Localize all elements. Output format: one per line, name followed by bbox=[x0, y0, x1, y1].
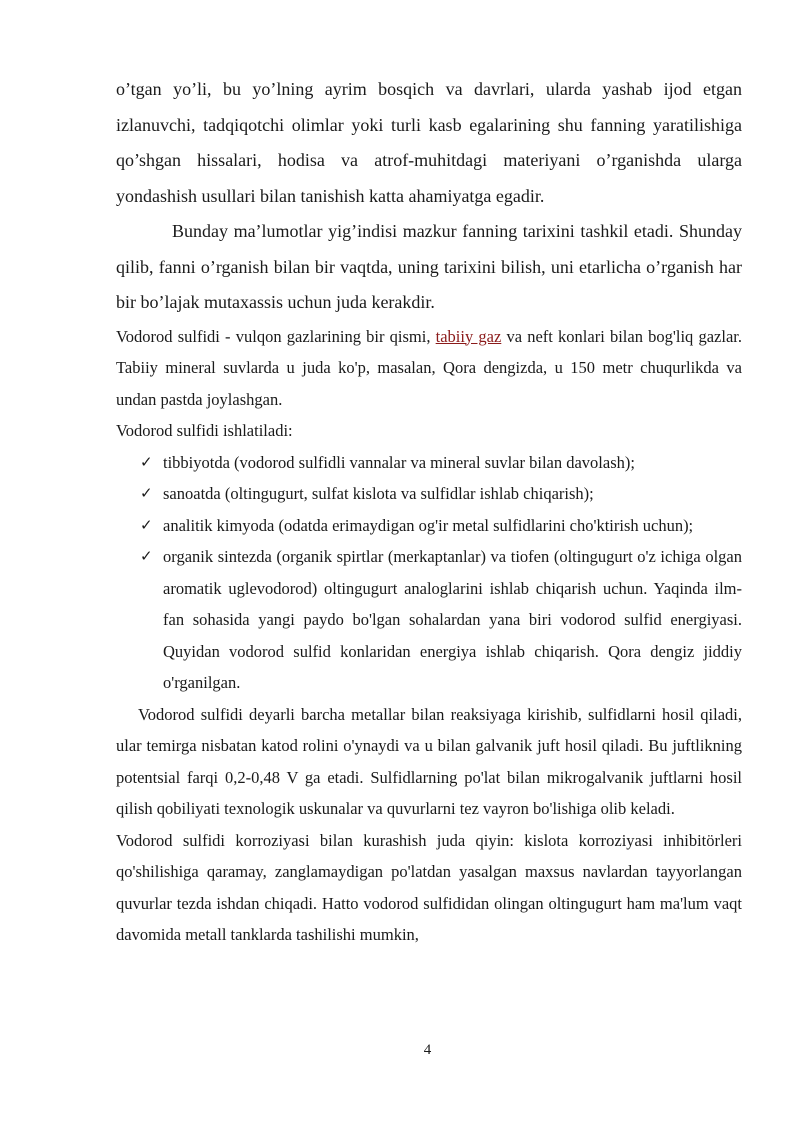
list-item-text: analitik kimyoda (odatda erimaydigan og'ir metal sulfidlarini cho'ktirish uchun); bbox=[163, 515, 694, 535]
list-item-text: tibbiyotda (vodorod sulfidli vannalar va mineral suvlar bilan davolash); bbox=[163, 452, 635, 472]
list-item bbox=[140, 478, 742, 510]
checkmark-icon: ✓ bbox=[140, 452, 153, 471]
paragraph-sulfide-reactions: Vodorod sulfidi deyarli barcha metallar bilan reaksiyaga kirishib, sulfidlarni hosil qiladi, ular temirga nisbatan katod rolini o'ynaydi va u bilan galvanik juft hosil qiladi. Bu juftlikning potentsial farqi 0,2-0,48 V ga etadi. Sulfidlarning po'lat bilan mikrogalvanik juftlarni hosil qilish qobiliyati texnologik uskunalar va quvurlarni tez vayron bo'lishiga olib keladi. bbox=[116, 704, 742, 818]
checkmark-icon: ✓ bbox=[140, 484, 153, 502]
paragraph-uses-heading: Vodorod sulfidi ishlatiladi: bbox=[116, 421, 293, 440]
uses-list bbox=[116, 447, 742, 699]
list-item bbox=[140, 541, 742, 699]
paragraph-text-end: va neft konlari bilan bog'liq gazlar. Tabiiy mineral suvlarda u juda ko'p, masalan, Qora dengizda, u 150 metr chuqurlikda va undan pastda joylashgan. bbox=[116, 326, 742, 409]
page-number: 4 bbox=[423, 1042, 432, 1058]
paragraph-history-intro: o’tgan yo’li, bu yo’lning ayrim bosqich va davrlari, ularda yashab ijod etgan izlanuvchi, tadqiqotchi olimlar yoki turli kasb egalarining shu fanning yaratilishiga qo’shgan hissalari, hodisa va atrof-muhitdagi materiyani o’rganishda ularga yondashish usullari bilan tanishish katta ahamiyatga egadir. bbox=[116, 79, 742, 206]
list-item-text: sanoatda (oltingugurt, sulfat kislota va sulfidlar ishlab chiqarish); bbox=[163, 484, 594, 503]
paragraph-corrosion: Vodorod sulfidi korroziyasi bilan kurashish juda qiyin: kislota korroziyasi inhibitörleri qo'shilishiga qaramay, zanglamaydigan po'latdan yasalgan maxsus navlardan tayyorlangan quvurlar tezda ishdan chiqadi. Hatto vodorod sulfididan olingan oltingugurt ham ma'lum vaqt davomida metall tanklarda tashilishi mumkin, bbox=[116, 830, 742, 944]
list-item bbox=[140, 510, 742, 542]
paragraph-hydrogen-sulfide-sources bbox=[116, 321, 742, 416]
checkmark-icon: ✓ bbox=[140, 547, 153, 565]
list-item-text: organik sintezda (organik spirtlar (merkaptanlar) va tiofen (oltingugurt o'z ichiga olgan aromatik uglevodorod) oltingugurt analoglarini ishlab chiqarish uchun. Yaqinda ilm-fan sohasida yangi paydo bo'lgan sohalardan yana biri vodorod sulfid energiyasi. Quyidan vodorod sulfid konlaridan energiya ishlab chiqarish. Qora dengiz jiddiy o'rganilgan. bbox=[163, 547, 742, 692]
page-content bbox=[116, 72, 742, 951]
paragraph-history-summary: Bunday ma’lumotlar yig’indisi mazkur fanning tarixini tashkil etadi. Shunday qilib, fanni o’rganish bilan bir vaqtda, uning tarixini bilish, uni etarlicha o’rganish har bir bo’lajak mutaxassis uchun juda kerakdir. bbox=[116, 221, 742, 312]
natural-gas-link[interactable]: tabiiy gaz bbox=[435, 326, 502, 346]
checkmark-icon: ✓ bbox=[140, 515, 153, 534]
list-item bbox=[140, 447, 742, 479]
paragraph-text-start: Vodorod sulfidi - vulqon gazlarining bir qismi, bbox=[116, 326, 436, 346]
